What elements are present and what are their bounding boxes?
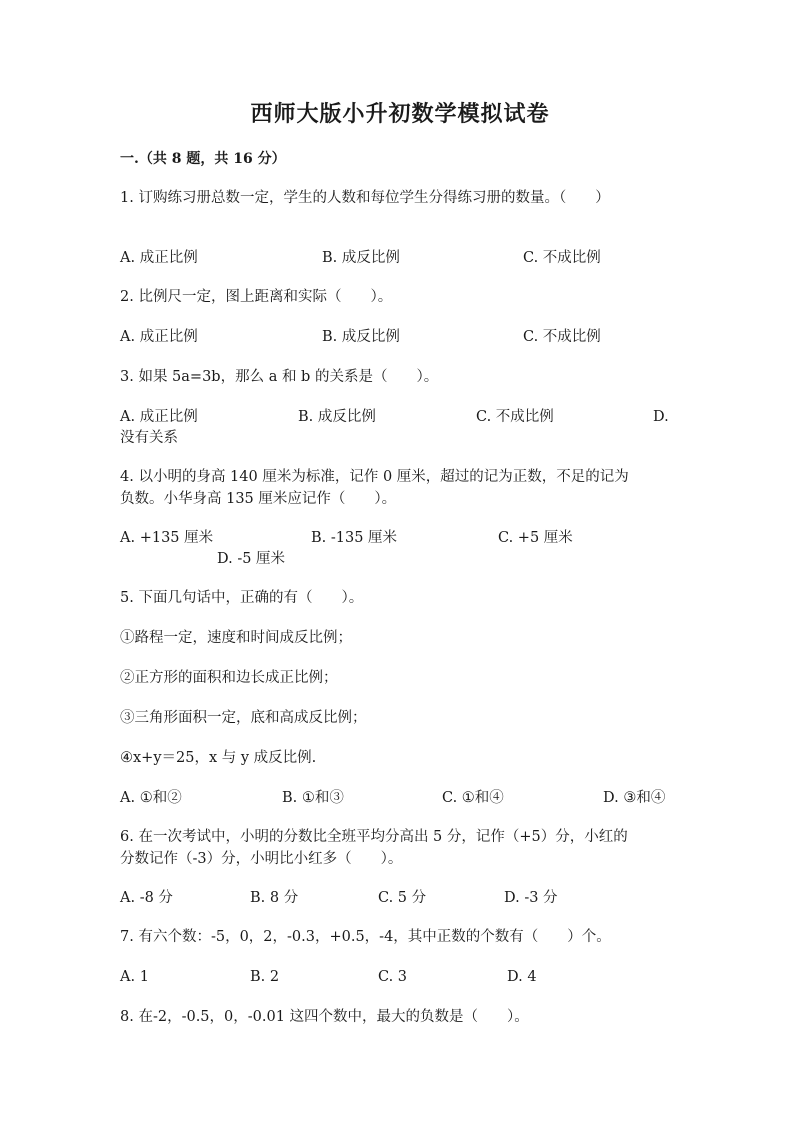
- question-7-options: [120, 966, 680, 1010]
- question-6-stem-line-2: 分数记作（-3）分，小明比小红多（ ）。: [120, 851, 403, 867]
- option-d[interactable]: D.: [653, 409, 669, 425]
- option-b[interactable]: B. 成反比例: [322, 250, 400, 266]
- exam-title: 西师大版小升初数学模拟试卷: [250, 101, 550, 127]
- option-a[interactable]: A. 成正比例: [120, 250, 198, 266]
- option-c[interactable]: C. 不成比例: [523, 250, 601, 266]
- question-5-stem: 5. 下面几句话中，正确的有（ ）。: [120, 590, 364, 606]
- option-b[interactable]: B. 8 分: [250, 890, 299, 906]
- option-d[interactable]: D. -3 分: [504, 890, 558, 906]
- question-4-options: [120, 527, 680, 571]
- option-b[interactable]: B. ①和③: [282, 790, 344, 806]
- question-5-options: [120, 787, 680, 831]
- section-header: 一.（共 8 题，共 16 分）: [120, 151, 286, 167]
- option-a[interactable]: A. ①和②: [120, 790, 182, 806]
- option-c[interactable]: C. 3: [378, 969, 408, 985]
- option-c[interactable]: C. 不成比例: [476, 409, 554, 425]
- option-b[interactable]: B. 2: [250, 969, 280, 985]
- statement-4: ④x+y＝25，x 与 y 成反比例.: [120, 750, 317, 766]
- option-c[interactable]: C. 不成比例: [523, 329, 601, 345]
- question-1-options: [120, 247, 680, 291]
- question-2-stem: 2. 比例尺一定，图上距离和实际（ ）。: [120, 289, 393, 305]
- question-3-options: [120, 406, 680, 450]
- question-2-options: [120, 326, 680, 370]
- option-d[interactable]: D. 4: [507, 969, 537, 985]
- option-b[interactable]: B. 成反比例: [322, 329, 400, 345]
- option-b[interactable]: B. -135 厘米: [311, 530, 398, 546]
- question-7-stem: 7. 有六个数：-5，0，2，-0.3，+0.5，-4，其中正数的个数有（ ）个。: [120, 929, 611, 945]
- option-d[interactable]: D. -5 厘米: [217, 551, 286, 567]
- option-a[interactable]: A. 成正比例: [120, 329, 198, 345]
- question-6-options: [120, 887, 680, 931]
- option-c[interactable]: C. +5 厘米: [498, 530, 573, 546]
- statement-2: ②正方形的面积和边长成正比例；: [120, 670, 338, 686]
- option-a[interactable]: A. +135 厘米: [120, 530, 214, 546]
- option-d-text[interactable]: 没有关系: [120, 430, 178, 446]
- question-3-stem: 3. 如果 5a=3b，那么 a 和 b 的关系是（ ）。: [120, 369, 439, 385]
- option-b[interactable]: B. 成反比例: [298, 409, 376, 425]
- question-4-stem-line-2: 负数。小华身高 135 厘米应记作（ ）。: [120, 491, 397, 507]
- option-c[interactable]: C. 5 分: [378, 890, 427, 906]
- option-a[interactable]: A. 1: [120, 969, 149, 985]
- option-d[interactable]: D. ③和④: [603, 790, 666, 806]
- question-8-stem: 8. 在-2，-0.5，0，-0.01 这四个数中，最大的负数是（ ）。: [120, 1009, 529, 1025]
- question-6-stem: [120, 826, 680, 870]
- statement-1: ①路程一定，速度和时间成反比例；: [120, 630, 352, 646]
- question-1-stem: 1. 订购练习册总数一定，学生的人数和每位学生分得练习册的数量。（ ）: [120, 190, 610, 206]
- option-a[interactable]: A. -8 分: [120, 890, 173, 906]
- question-4-stem: [120, 466, 680, 510]
- question-6-stem-line-1: 6. 在一次考试中，小明的分数比全班平均分高出 5 分，记作（+5）分，小红的: [120, 829, 628, 845]
- statement-3: ③三角形面积一定，底和高成反比例；: [120, 710, 367, 726]
- option-a[interactable]: A. 成正比例: [120, 409, 198, 425]
- option-c[interactable]: C. ①和④: [442, 790, 504, 806]
- question-4-stem-line-1: 4. 以小明的身高 140 厘米为标准，记作 0 厘米，超过的记为正数，不足的记为: [120, 469, 629, 485]
